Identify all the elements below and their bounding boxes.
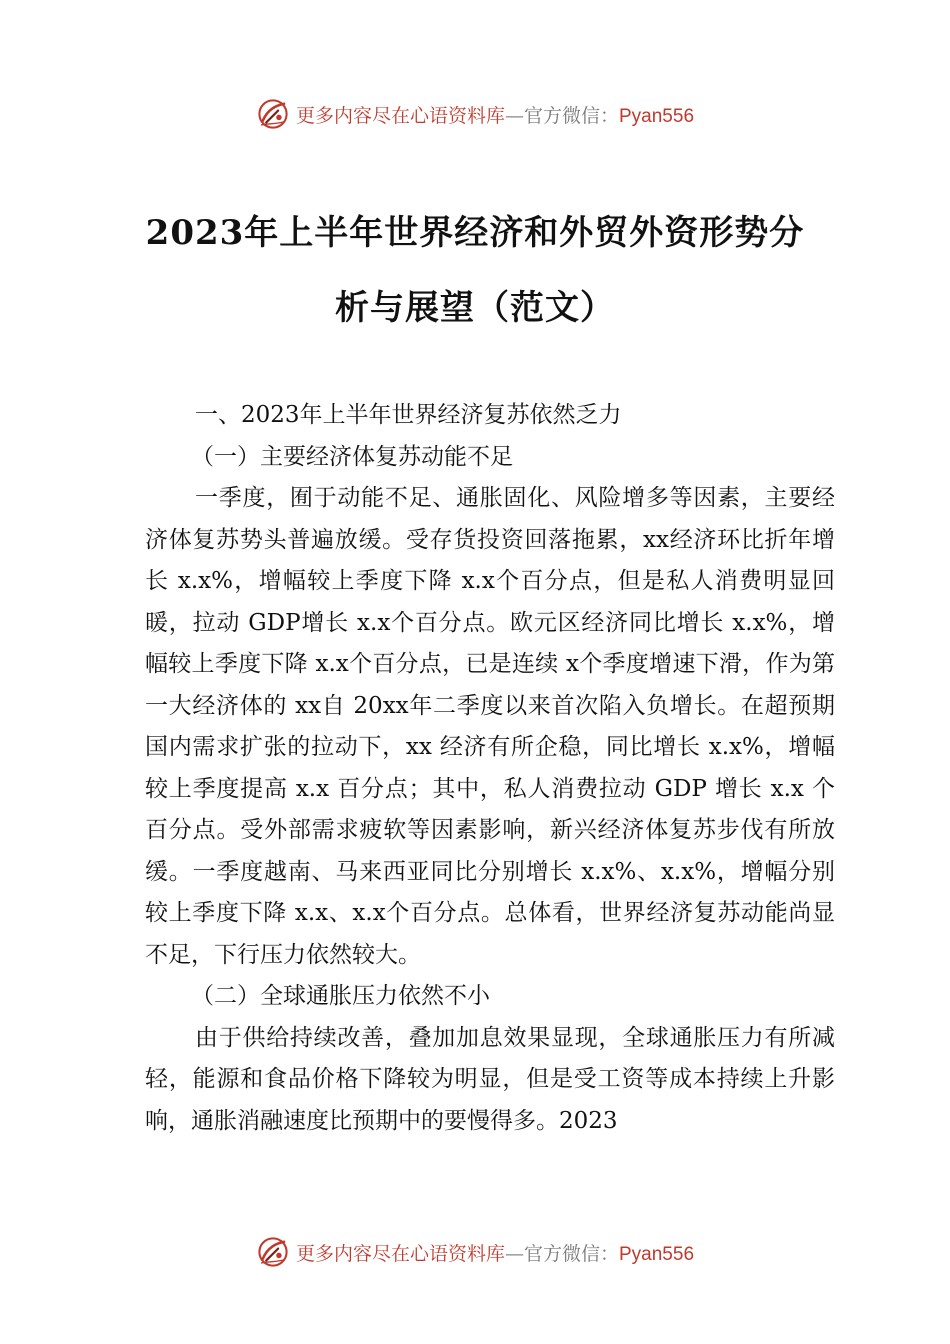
body-paragraph-1: 一季度，囿于动能不足、通胀固化、风险增多等因素，主要经济体复苏势头普遍放缓。受存货投资回落拖累，xx经济环比折年增长 x.x%，增幅较上季度下降 x.x个百分点，但是私人消费明显回暖，拉动 GDP增长 x.x个百分点。欧元区经济同比增长 x.x%，增幅较上季度下降 x.x个百分点，已是连续 x个季度增速下滑，作为第一大经济体的 xx自 20xx年二季度以来首次陷入负增长。在超预期国内需求扩张的拉动下，xx 经济有所企稳，同比增长 x.x%，增幅较上季度提高 x.x 百分点；其中，私人消费拉动 GDP 增长 x.x 个百分点。受外部需求疲软等因素影响，新兴经济体复苏步伐有所放缓。一季度越南、马来西亚同比分别增长 x.x%、x.x%，增幅分别较上季度下降 x.x、x.x个百分点。总体看，世界经济复苏动能尚显不足，下行压力依然较大。 — [145, 485, 835, 968]
wechat-id: Pyan556 — [619, 1243, 695, 1265]
brand-logo-icon — [256, 1235, 290, 1269]
wechat-label: 官方微信： — [523, 104, 619, 127]
banner-content — [256, 97, 694, 131]
wechat-id: Pyan556 — [619, 105, 695, 127]
footer-watermark-banner — [0, 1232, 950, 1272]
brand-text: 更多内容尽在心语资料库 — [295, 1242, 505, 1265]
brand-text: 更多内容尽在心语资料库 — [295, 104, 505, 127]
title-line-2: 析与展望（范文） — [335, 288, 615, 328]
banner-separator: — — [504, 1242, 524, 1265]
body-paragraph-2: 由于供给持续改善，叠加加息效果显现，全球通胀压力有所减轻，能源和食品价格下降较为明显，但是受工资等成本持续上升影响，通胀消融速度比预期中的要慢得多。2023 — [145, 1024, 835, 1134]
document-body — [145, 395, 835, 1142]
banner-text — [296, 1239, 694, 1266]
header-watermark-banner — [0, 94, 950, 134]
brand-logo-icon — [256, 97, 290, 131]
banner-text — [296, 101, 694, 128]
subsection-heading-1: （一）主要经济体复苏动能不足 — [191, 443, 513, 470]
document-title — [140, 196, 810, 346]
section-heading-1: 一、2023年上半年世界经济复苏依然乏力 — [195, 402, 622, 428]
title-line-1: 2023年上半年世界经济和外贸外资形势分 — [145, 213, 805, 253]
subsection-heading-2: （二）全球通胀压力依然不小 — [191, 983, 490, 1009]
banner-separator: — — [504, 104, 524, 127]
wechat-label: 官方微信： — [523, 1242, 619, 1265]
banner-content — [256, 1235, 694, 1269]
